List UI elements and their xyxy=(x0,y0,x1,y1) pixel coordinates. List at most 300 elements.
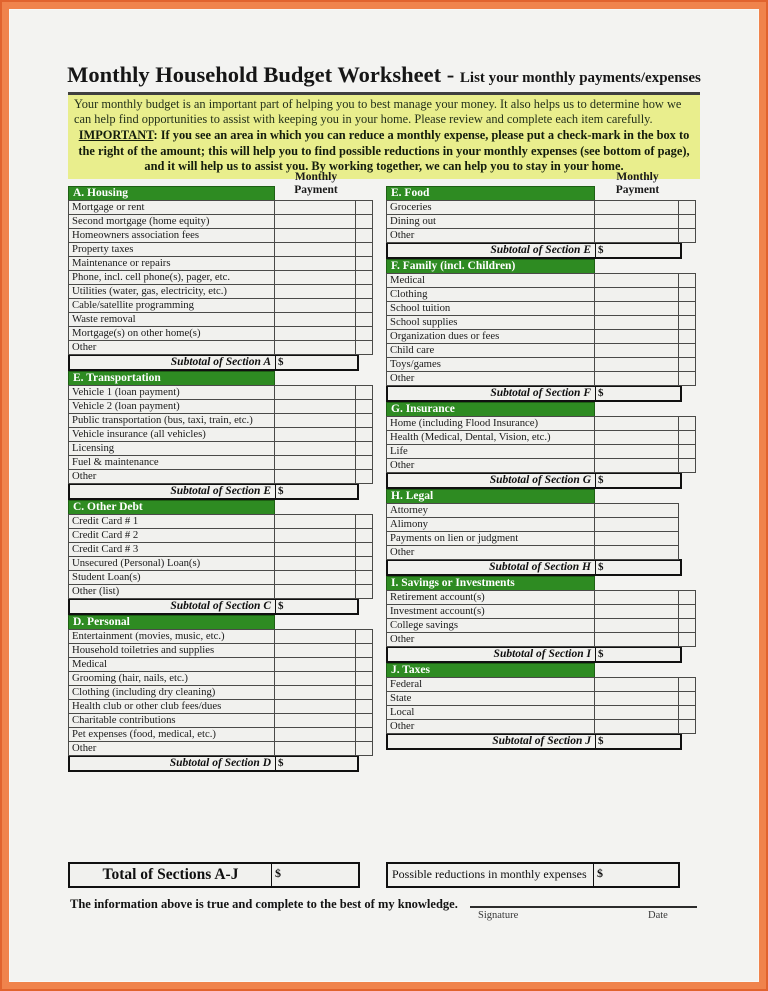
row-label: School tuition xyxy=(386,301,595,316)
budget-row xyxy=(386,503,698,518)
reduce-checkbox[interactable] xyxy=(678,618,696,633)
row-label: Clothing (including dry cleaning) xyxy=(68,685,275,700)
budget-row xyxy=(386,444,698,459)
reduce-checkbox[interactable] xyxy=(355,727,373,742)
reduce-checkbox[interactable] xyxy=(355,556,373,571)
row-label: Phone, incl. cell phone(s), pager, etc. xyxy=(68,270,275,285)
subtotal-label: Subtotal of Section C xyxy=(170,600,271,612)
payment-field[interactable] xyxy=(274,528,356,543)
payment-field[interactable] xyxy=(274,427,356,442)
row-label: Health club or other club fees/dues xyxy=(68,699,275,714)
payment-field[interactable] xyxy=(594,444,679,459)
intro-text: Your monthly budget is an important part of helping you to best manage your money. It also helps us to determine how we can help find opportunities to assist with keeping you in your home. Please review and complete each item carefully. xyxy=(74,97,682,127)
payment-field[interactable] xyxy=(274,214,356,229)
reduce-checkbox[interactable] xyxy=(355,256,373,271)
row-label: Waste removal xyxy=(68,312,275,327)
row-label: Organization dues or fees xyxy=(386,329,595,344)
section-header: F. Family (incl. Children) xyxy=(386,259,595,274)
payment-field[interactable] xyxy=(594,719,679,734)
row-label: Pet expenses (food, medical, etc.) xyxy=(68,727,275,742)
row-label: Property taxes xyxy=(68,242,275,257)
payment-field[interactable] xyxy=(594,228,679,243)
budget-row xyxy=(68,556,375,571)
payment-field[interactable] xyxy=(274,685,356,700)
payment-field[interactable] xyxy=(274,399,356,414)
reduce-checkbox[interactable] xyxy=(355,671,373,686)
section-c-other-debt xyxy=(68,500,375,615)
budget-row xyxy=(386,590,698,605)
payment-field[interactable] xyxy=(594,416,679,431)
payment-field[interactable] xyxy=(594,590,679,605)
row-label: Alimony xyxy=(386,517,595,532)
section-a-housing xyxy=(68,186,375,371)
budget-row xyxy=(68,270,375,285)
subtotal-amount-field[interactable]: $ xyxy=(595,561,680,574)
budget-row xyxy=(68,427,375,442)
payment-field[interactable] xyxy=(594,430,679,445)
payment-field[interactable] xyxy=(274,441,356,456)
subtotal-label: Subtotal of Section G xyxy=(489,474,591,486)
reduce-checkbox[interactable] xyxy=(678,228,696,243)
section-header: G. Insurance xyxy=(386,402,595,417)
row-label: Credit Card # 3 xyxy=(68,542,275,557)
reduce-checkbox[interactable] xyxy=(355,699,373,714)
reduce-checkbox[interactable] xyxy=(355,713,373,728)
row-label: Other xyxy=(386,719,595,734)
row-label: Attorney xyxy=(386,503,595,518)
reduce-checkbox[interactable] xyxy=(355,413,373,428)
budget-row xyxy=(386,329,698,344)
budget-row xyxy=(386,430,698,445)
payment-field[interactable] xyxy=(274,542,356,557)
reduce-checkbox[interactable] xyxy=(355,685,373,700)
subtotal-label: Subtotal of Section E xyxy=(490,244,591,256)
important-note xyxy=(74,128,694,174)
reduce-checkbox[interactable] xyxy=(355,657,373,672)
page-title-separator: - xyxy=(441,62,460,87)
row-label: College savings xyxy=(386,618,595,633)
row-label: Entertainment (movies, music, etc.) xyxy=(68,629,275,644)
section-i-savings-or-investments xyxy=(386,576,698,663)
payment-field[interactable] xyxy=(594,458,679,473)
page-title xyxy=(0,62,768,88)
payment-field[interactable] xyxy=(274,713,356,728)
row-label: Groceries xyxy=(386,200,595,215)
budget-row xyxy=(68,570,375,585)
row-label: Vehicle 1 (loan payment) xyxy=(68,385,275,400)
budget-row xyxy=(386,458,698,473)
budget-row xyxy=(68,242,375,257)
row-label: Fuel & maintenance xyxy=(68,455,275,470)
subtotal-amount-field[interactable]: $ xyxy=(275,600,357,613)
budget-row xyxy=(68,542,375,557)
row-label: Cable/satellite programming xyxy=(68,298,275,313)
row-label: Second mortgage (home equity) xyxy=(68,214,275,229)
reduce-checkbox[interactable] xyxy=(355,312,373,327)
payment-field[interactable] xyxy=(274,298,356,313)
budget-row xyxy=(386,416,698,431)
payment-field[interactable] xyxy=(594,604,679,619)
row-label: Local xyxy=(386,705,595,720)
row-label: Homeowners association fees xyxy=(68,228,275,243)
row-label: Medical xyxy=(386,273,595,288)
section-header: J. Taxes xyxy=(386,663,595,678)
budget-row xyxy=(386,604,698,619)
budget-row xyxy=(386,371,698,386)
signature-line[interactable] xyxy=(470,906,697,908)
total-amount-field[interactable]: $ xyxy=(271,864,358,886)
budget-row xyxy=(386,287,698,302)
row-label: Vehicle insurance (all vehicles) xyxy=(68,427,275,442)
budget-row xyxy=(386,677,698,692)
reduce-checkbox[interactable] xyxy=(678,301,696,316)
row-label: Licensing xyxy=(68,441,275,456)
payment-field[interactable] xyxy=(594,632,679,647)
subtotal-label: Subtotal of Section E xyxy=(170,485,271,497)
payment-field[interactable] xyxy=(274,455,356,470)
subtotal-label: Subtotal of Section A xyxy=(170,356,271,368)
budget-row xyxy=(68,284,375,299)
row-label: State xyxy=(386,691,595,706)
budget-row xyxy=(68,228,375,243)
row-label: Household toiletries and supplies xyxy=(68,643,275,658)
payment-field[interactable] xyxy=(274,699,356,714)
payment-field[interactable] xyxy=(594,301,679,316)
row-label: Medical xyxy=(68,657,275,672)
budget-column-right xyxy=(386,171,698,750)
payment-field[interactable] xyxy=(274,584,356,599)
budget-row xyxy=(68,399,375,414)
budget-row xyxy=(386,273,698,288)
reduce-checkbox[interactable] xyxy=(678,371,696,386)
payment-field[interactable] xyxy=(274,200,356,215)
reduce-checkbox[interactable] xyxy=(678,604,696,619)
section-e-transportation xyxy=(68,371,375,500)
budget-row xyxy=(68,629,375,644)
subtotal-label: Subtotal of Section F xyxy=(490,387,591,399)
budget-row xyxy=(68,214,375,229)
reduce-checkbox[interactable] xyxy=(355,469,373,484)
payment-field[interactable] xyxy=(594,273,679,288)
budget-row xyxy=(68,514,375,529)
reduce-checkbox[interactable] xyxy=(355,427,373,442)
subtotal-row xyxy=(386,472,682,489)
payment-field[interactable] xyxy=(594,503,679,518)
row-label: School supplies xyxy=(386,315,595,330)
reduce-checkbox[interactable] xyxy=(678,430,696,445)
payment-field[interactable] xyxy=(594,545,679,560)
budget-row xyxy=(386,214,698,229)
payment-field[interactable] xyxy=(274,340,356,355)
row-label: Life xyxy=(386,444,595,459)
row-label: Charitable contributions xyxy=(68,713,275,728)
row-label: Other (list) xyxy=(68,584,275,599)
payment-field[interactable] xyxy=(594,357,679,372)
budget-row xyxy=(68,727,375,742)
instructions-box xyxy=(68,92,700,179)
payment-field[interactable] xyxy=(274,629,356,644)
budget-row xyxy=(68,385,375,400)
reduce-checkbox[interactable] xyxy=(355,242,373,257)
payment-field[interactable] xyxy=(594,531,679,546)
budget-row xyxy=(68,200,375,215)
subtotal-amount-field[interactable]: $ xyxy=(595,244,680,257)
reduce-checkbox[interactable] xyxy=(355,570,373,585)
payment-field[interactable] xyxy=(594,371,679,386)
reduce-checkbox[interactable] xyxy=(355,741,373,756)
row-label: Other xyxy=(386,371,595,386)
payment-field[interactable] xyxy=(274,242,356,257)
truth-statement: The information above is true and complete to the best of my knowledge. xyxy=(70,897,458,911)
budget-row xyxy=(386,545,698,560)
budget-row xyxy=(386,531,698,546)
budget-row xyxy=(386,357,698,372)
subtotal-label: Subtotal of Section D xyxy=(169,757,271,769)
budget-row xyxy=(386,315,698,330)
reduce-checkbox[interactable] xyxy=(355,643,373,658)
section-header: E. Transportation xyxy=(68,371,275,386)
payment-field[interactable] xyxy=(274,270,356,285)
reduce-checkbox[interactable] xyxy=(355,340,373,355)
page-title-main: Monthly Household Budget Worksheet xyxy=(67,62,442,87)
possible-reductions-box xyxy=(386,862,680,888)
reduce-checkbox[interactable] xyxy=(678,329,696,344)
section-j-taxes xyxy=(386,663,698,750)
reduce-checkbox[interactable] xyxy=(355,298,373,313)
payment-field[interactable] xyxy=(594,677,679,692)
budget-row xyxy=(68,312,375,327)
row-label: Clothing xyxy=(386,287,595,302)
payment-field[interactable] xyxy=(594,329,679,344)
total-sections-label: Total of Sections A-J xyxy=(102,866,239,883)
budget-row xyxy=(386,705,698,720)
budget-row xyxy=(386,517,698,532)
reduce-checkbox[interactable] xyxy=(355,441,373,456)
subtotal-row xyxy=(386,385,682,402)
budget-row xyxy=(68,469,375,484)
budget-row xyxy=(68,671,375,686)
row-label: Grooming (hair, nails, etc.) xyxy=(68,671,275,686)
subtotal-amount-field[interactable]: $ xyxy=(595,387,680,400)
row-label: Student Loan(s) xyxy=(68,570,275,585)
row-label: Home (including Flood Insurance) xyxy=(386,416,595,431)
subtotal-row xyxy=(68,755,359,772)
reduce-checkbox[interactable] xyxy=(355,326,373,341)
reduce-checkbox[interactable] xyxy=(678,200,696,215)
budget-row xyxy=(68,326,375,341)
reduce-checkbox[interactable] xyxy=(678,444,696,459)
row-label: Credit Card # 1 xyxy=(68,514,275,529)
section-header: C. Other Debt xyxy=(68,500,275,515)
reduce-checkbox[interactable] xyxy=(355,584,373,599)
payment-field[interactable] xyxy=(274,385,356,400)
reduce-checkbox[interactable] xyxy=(355,629,373,644)
row-label: Other xyxy=(386,458,595,473)
row-label: Federal xyxy=(386,677,595,692)
reduce-checkbox[interactable] xyxy=(678,705,696,720)
payment-field[interactable] xyxy=(594,618,679,633)
budget-row xyxy=(68,441,375,456)
date-label: Date xyxy=(648,910,668,921)
section-header: H. Legal xyxy=(386,489,595,504)
subtotal-amount-field[interactable]: $ xyxy=(275,757,357,770)
reduce-checkbox[interactable] xyxy=(355,399,373,414)
budget-row xyxy=(68,413,375,428)
budget-row xyxy=(386,719,698,734)
reduce-checkbox[interactable] xyxy=(678,287,696,302)
subtotal-amount-field[interactable]: $ xyxy=(275,485,357,498)
subtotal-amount-field[interactable]: $ xyxy=(595,474,680,487)
section-f-family-incl-children xyxy=(386,259,698,402)
reduce-checkbox[interactable] xyxy=(355,542,373,557)
payment-field[interactable] xyxy=(274,671,356,686)
payment-field[interactable] xyxy=(274,312,356,327)
section-header: E. Food xyxy=(386,186,595,201)
reduce-checkbox[interactable] xyxy=(678,677,696,692)
budget-row xyxy=(386,691,698,706)
row-label: Retirement account(s) xyxy=(386,590,595,605)
payment-field[interactable] xyxy=(594,214,679,229)
payment-field[interactable] xyxy=(594,691,679,706)
reduce-checkbox[interactable] xyxy=(678,691,696,706)
reduce-checkbox[interactable] xyxy=(355,270,373,285)
reduce-checkbox[interactable] xyxy=(678,343,696,358)
subtotal-row xyxy=(68,483,359,500)
budget-row xyxy=(386,228,698,243)
budget-row xyxy=(68,455,375,470)
budget-row xyxy=(68,256,375,271)
row-label: Dining out xyxy=(386,214,595,229)
subtotal-amount-field[interactable]: $ xyxy=(595,735,680,748)
section-d-personal xyxy=(68,615,375,772)
reduce-checkbox[interactable] xyxy=(355,228,373,243)
row-label: Mortgage(s) on other home(s) xyxy=(68,326,275,341)
reduce-checkbox[interactable] xyxy=(355,455,373,470)
row-label: Toys/games xyxy=(386,357,595,372)
payment-field[interactable] xyxy=(274,469,356,484)
row-label: Other xyxy=(386,545,595,560)
subtotal-label: Subtotal of Section H xyxy=(489,561,591,573)
reduce-checkbox[interactable] xyxy=(355,284,373,299)
reduce-checkbox[interactable] xyxy=(355,385,373,400)
row-label: Health (Medical, Dental, Vision, etc.) xyxy=(386,430,595,445)
reduce-checkbox[interactable] xyxy=(678,273,696,288)
payment-field[interactable] xyxy=(594,343,679,358)
payment-field[interactable] xyxy=(274,256,356,271)
reduce-checkbox[interactable] xyxy=(355,214,373,229)
budget-row xyxy=(386,200,698,215)
subtotal-row xyxy=(386,559,682,576)
row-label: Other xyxy=(68,469,275,484)
budget-row xyxy=(68,340,375,355)
page-title-subtitle: List your monthly payments/expenses xyxy=(459,70,701,86)
budget-row xyxy=(68,298,375,313)
budget-row xyxy=(68,643,375,658)
reduce-checkbox[interactable] xyxy=(678,458,696,473)
reduce-checkbox[interactable] xyxy=(355,200,373,215)
payment-field[interactable] xyxy=(274,556,356,571)
row-label: Credit Card # 2 xyxy=(68,528,275,543)
row-label: Unsecured (Personal) Loan(s) xyxy=(68,556,275,571)
payment-field[interactable] xyxy=(274,741,356,756)
payment-field[interactable] xyxy=(274,413,356,428)
reduce-checkbox[interactable] xyxy=(678,214,696,229)
subtotal-label: Subtotal of Section J xyxy=(492,735,591,747)
budget-column-left xyxy=(68,171,375,772)
row-label: Child care xyxy=(386,343,595,358)
signature-label: Signature xyxy=(478,910,519,921)
monthly-payment-header-right: Monthly Payment xyxy=(615,171,660,196)
payment-field[interactable] xyxy=(274,570,356,585)
payment-field[interactable] xyxy=(594,705,679,720)
subtotal-label: Subtotal of Section I xyxy=(493,648,591,660)
important-text: : If you see an area in which you can reduce a monthly expense, please put a check-mark in the box to the right of the amount; this will help you to find possible reductions in your monthly expenses (see bottom of page), and it will help us to assist you. By working together, we can help you to stay in your home. xyxy=(78,128,690,173)
budget-row xyxy=(68,741,375,756)
row-label: Maintenance or repairs xyxy=(68,256,275,271)
reductions-amount-field[interactable]: $ xyxy=(593,864,678,886)
budget-row xyxy=(68,685,375,700)
total-sections-box xyxy=(68,862,360,888)
subtotal-row xyxy=(68,354,359,371)
subtotal-amount-field[interactable]: $ xyxy=(275,356,357,369)
payment-field[interactable] xyxy=(274,326,356,341)
reduce-checkbox[interactable] xyxy=(355,514,373,529)
reduce-checkbox[interactable] xyxy=(678,315,696,330)
budget-row xyxy=(68,713,375,728)
budget-row xyxy=(68,584,375,599)
reduce-checkbox[interactable] xyxy=(678,719,696,734)
budget-row xyxy=(386,632,698,647)
subtotal-row xyxy=(386,242,682,259)
payment-field[interactable] xyxy=(594,517,679,532)
budget-row xyxy=(386,343,698,358)
subtotal-row xyxy=(386,733,682,750)
row-label: Vehicle 2 (loan payment) xyxy=(68,399,275,414)
subtotal-row xyxy=(386,646,682,663)
possible-reductions-label: Possible reductions in monthly expenses xyxy=(392,867,587,881)
row-label: Mortgage or rent xyxy=(68,200,275,215)
payment-field[interactable] xyxy=(274,727,356,742)
payment-field[interactable] xyxy=(594,200,679,215)
reduce-checkbox[interactable] xyxy=(678,632,696,647)
row-label: Utilities (water, gas, electricity, etc.) xyxy=(68,284,275,299)
payment-field[interactable] xyxy=(274,657,356,672)
payment-field[interactable] xyxy=(274,514,356,529)
reduce-checkbox[interactable] xyxy=(355,528,373,543)
monthly-payment-header-left: Monthly Payment xyxy=(294,171,338,196)
section-h-legal xyxy=(386,489,698,576)
payment-field[interactable] xyxy=(594,287,679,302)
reduce-checkbox[interactable] xyxy=(678,357,696,372)
payment-field[interactable] xyxy=(594,315,679,330)
payment-field[interactable] xyxy=(274,643,356,658)
section-g-insurance xyxy=(386,402,698,489)
payment-field[interactable] xyxy=(274,228,356,243)
subtotal-row xyxy=(68,598,359,615)
payment-field[interactable] xyxy=(274,284,356,299)
budget-row xyxy=(68,528,375,543)
row-label: Other xyxy=(386,632,595,647)
row-label: Other xyxy=(68,741,275,756)
section-header: D. Personal xyxy=(68,615,275,630)
section-header: I. Savings or Investments xyxy=(386,576,595,591)
section-header: A. Housing xyxy=(68,186,275,201)
subtotal-amount-field[interactable]: $ xyxy=(595,648,680,661)
row-label: Other xyxy=(386,228,595,243)
important-label: IMPORTANT xyxy=(78,128,154,143)
reduce-checkbox[interactable] xyxy=(678,416,696,431)
reduce-checkbox[interactable] xyxy=(678,590,696,605)
